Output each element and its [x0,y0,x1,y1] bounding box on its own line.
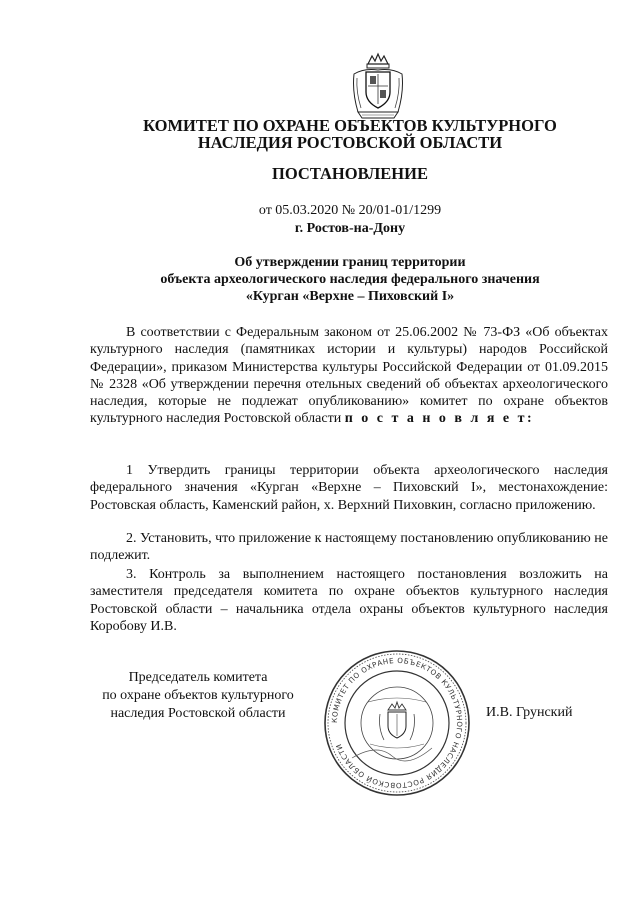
resolution-item-1 [90,462,608,514]
resolution-item-2 [90,530,608,565]
item-text: 2. Установить, что приложение к настоящему постановлению опубликованию не подлежит. [90,531,608,564]
preamble-text: В соответствии с Федеральным законом от 25.06.2002 № 73-ФЗ «Об объектах культурного наследия (памятниках истории и культуры) народов Российской Федерации», приказом Министерства культуры Российской Федерации от 01.09.2015 № 2328 «Об утверждении перечня отельных сведений об объектах археологического наследия, которые не подлежат опубликованию» комитет по охране объектов культурного наследия Ростовской области [90,325,608,427]
resolves-word: п о с т а н о в л я е т: [344,411,535,427]
item-text: 3. Контроль за выполнением настоящего постановления возложить на заместителя председателя комитета по охране объектов культурного наследия Ростовской области – начальника отдела охраны объектов культурного наследия Коробову И.В. [90,567,608,634]
subject-line-3: «Курган «Верхне – Пиховский I» [245,289,455,304]
document-type: ПОСТАНОВЛЕНИЕ [272,164,428,183]
official-seal-icon [322,648,472,798]
subject-line-1: Об утверждении границ территории [234,255,466,270]
resolution-item-3 [90,566,608,635]
signatory-title-line-1: Председатель комитета [128,670,268,685]
coat-of-arms-icon [348,52,408,120]
signatory-name: И.В. Грунский [486,705,573,720]
signatory-title-line-3: наследия Ростовской области [110,706,286,721]
document-date-number: от 05.03.2020 № 20/01-01/1299 [258,203,442,218]
item-text: 1 Утвердить границы территории объекта археологического наследия федерального значения «Курган «Верхне – Пиховский I», местонахождение: Ростовская область, Каменский район, х. Верхний Пиховкин, согласно приложению. [90,463,608,513]
preamble-paragraph [90,324,608,428]
org-line-1: КОМИТЕТ ПО ОХРАНЕ ОБЪЕКТОВ КУЛЬТУРНОГО [143,116,557,135]
org-line-2: НАСЛЕДИЯ РОСТОВСКОЙ ОБЛАСТИ [197,133,503,152]
organization-name [90,117,610,151]
signatory-title [80,669,316,723]
document-city: г. Ростов-на-Дону [294,221,406,236]
seal-ring-text: КОМИТЕТ ПО ОХРАНЕ ОБЪЕКТОВ КУЛЬТУРНОГО НАСЛЕДИЯ РОСТОВСКОЙ ОБЛАСТИ [329,655,465,791]
subject-line-2: объекта археологического наследия федерального значения [160,272,540,287]
signatory-title-line-2: по охране объектов культурного [102,688,294,703]
document-subject [90,254,610,305]
